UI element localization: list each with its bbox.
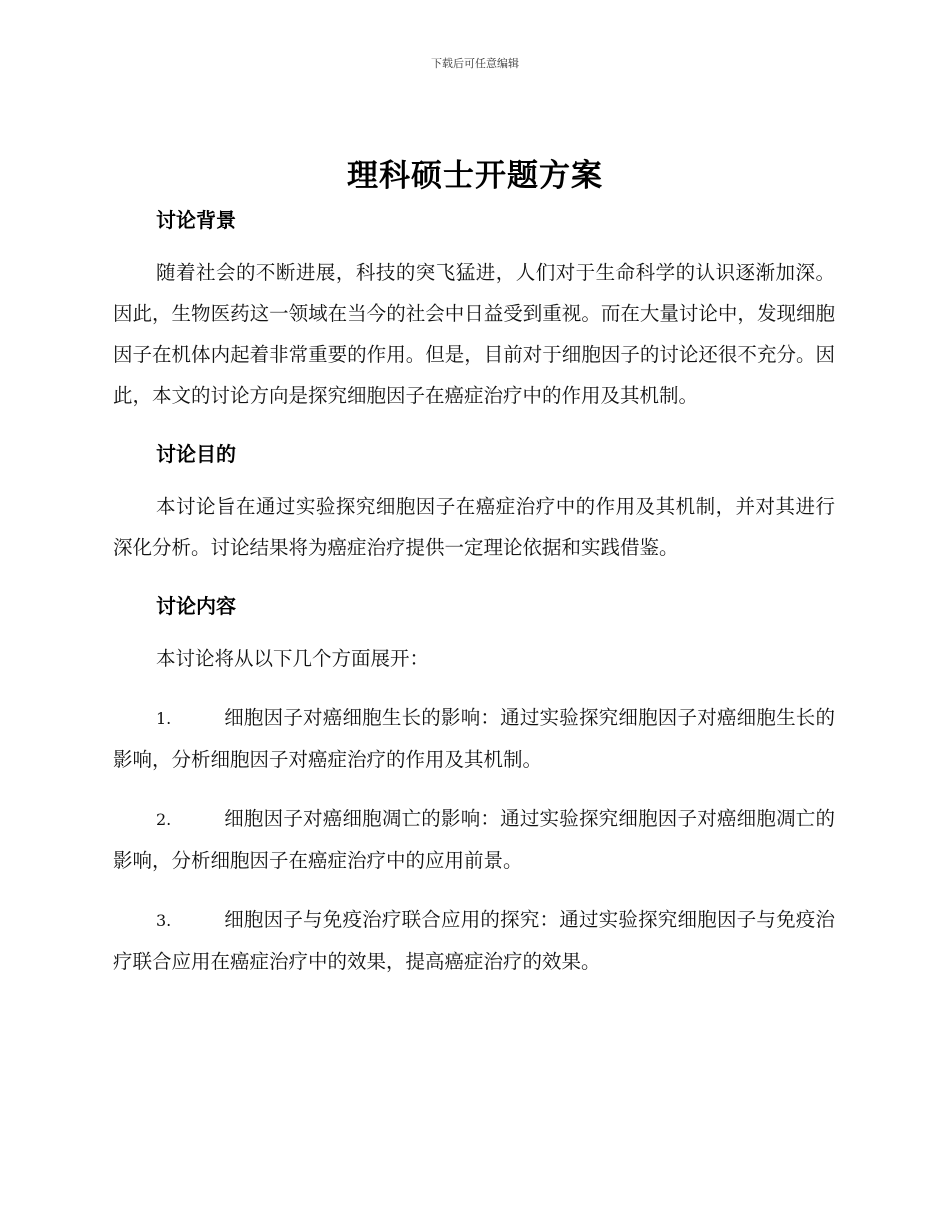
- list-number: 1.: [156, 709, 172, 728]
- list-item: [113, 697, 835, 780]
- section-heading-content: 讨论内容: [156, 594, 236, 618]
- list-item-text: 细胞因子对癌细胞生长的影响：通过实验探究细胞因子对癌细胞生长的影响，分析细胞因子对癌症治疗的作用及其机制。: [113, 706, 835, 771]
- document-title: 理科硕士开题方案: [347, 158, 603, 194]
- list-item-text: 细胞因子对癌细胞凋亡的影响：通过实验探究细胞因子对癌细胞凋亡的影响，分析细胞因子在癌症治疗中的应用前景。: [113, 807, 835, 872]
- document-body: [113, 200, 835, 982]
- list-item-text: 细胞因子与免疫治疗联合应用的探究：通过实验探究细胞因子与免疫治疗联合应用在癌症治疗中的效果，提高癌症治疗的效果。: [113, 908, 835, 973]
- list-item: [113, 798, 835, 881]
- section-intro-content: 本讨论将从以下几个方面展开：: [156, 647, 430, 670]
- section-paragraph-purpose: 本讨论旨在通过实验探究细胞因子在癌症治疗中的作用及其机制，并对其进行深化分析。讨论结果将为癌症治疗提供一定理论依据和实践借鉴。: [113, 495, 835, 559]
- header-note: 下载后可任意编辑: [431, 57, 519, 70]
- section-paragraph-background: 随着社会的不断进展，科技的突飞猛进，人们对于生命科学的认识逐渐加深。因此，生物医药这一领域在当今的社会中日益受到重视。而在大量讨论中，发现细胞因子在机体内起着非常重要的作用。但是，目前对于细胞因子的讨论还很不充分。因此，本文的讨论方向是探究细胞因子在癌症治疗中的作用及其机制。: [113, 261, 835, 407]
- list-item: [113, 899, 835, 982]
- list-number: 2.: [156, 810, 172, 829]
- section-heading-purpose: 讨论目的: [156, 442, 236, 466]
- section-heading-background: 讨论背景: [156, 208, 236, 232]
- list-number: 3.: [156, 911, 172, 930]
